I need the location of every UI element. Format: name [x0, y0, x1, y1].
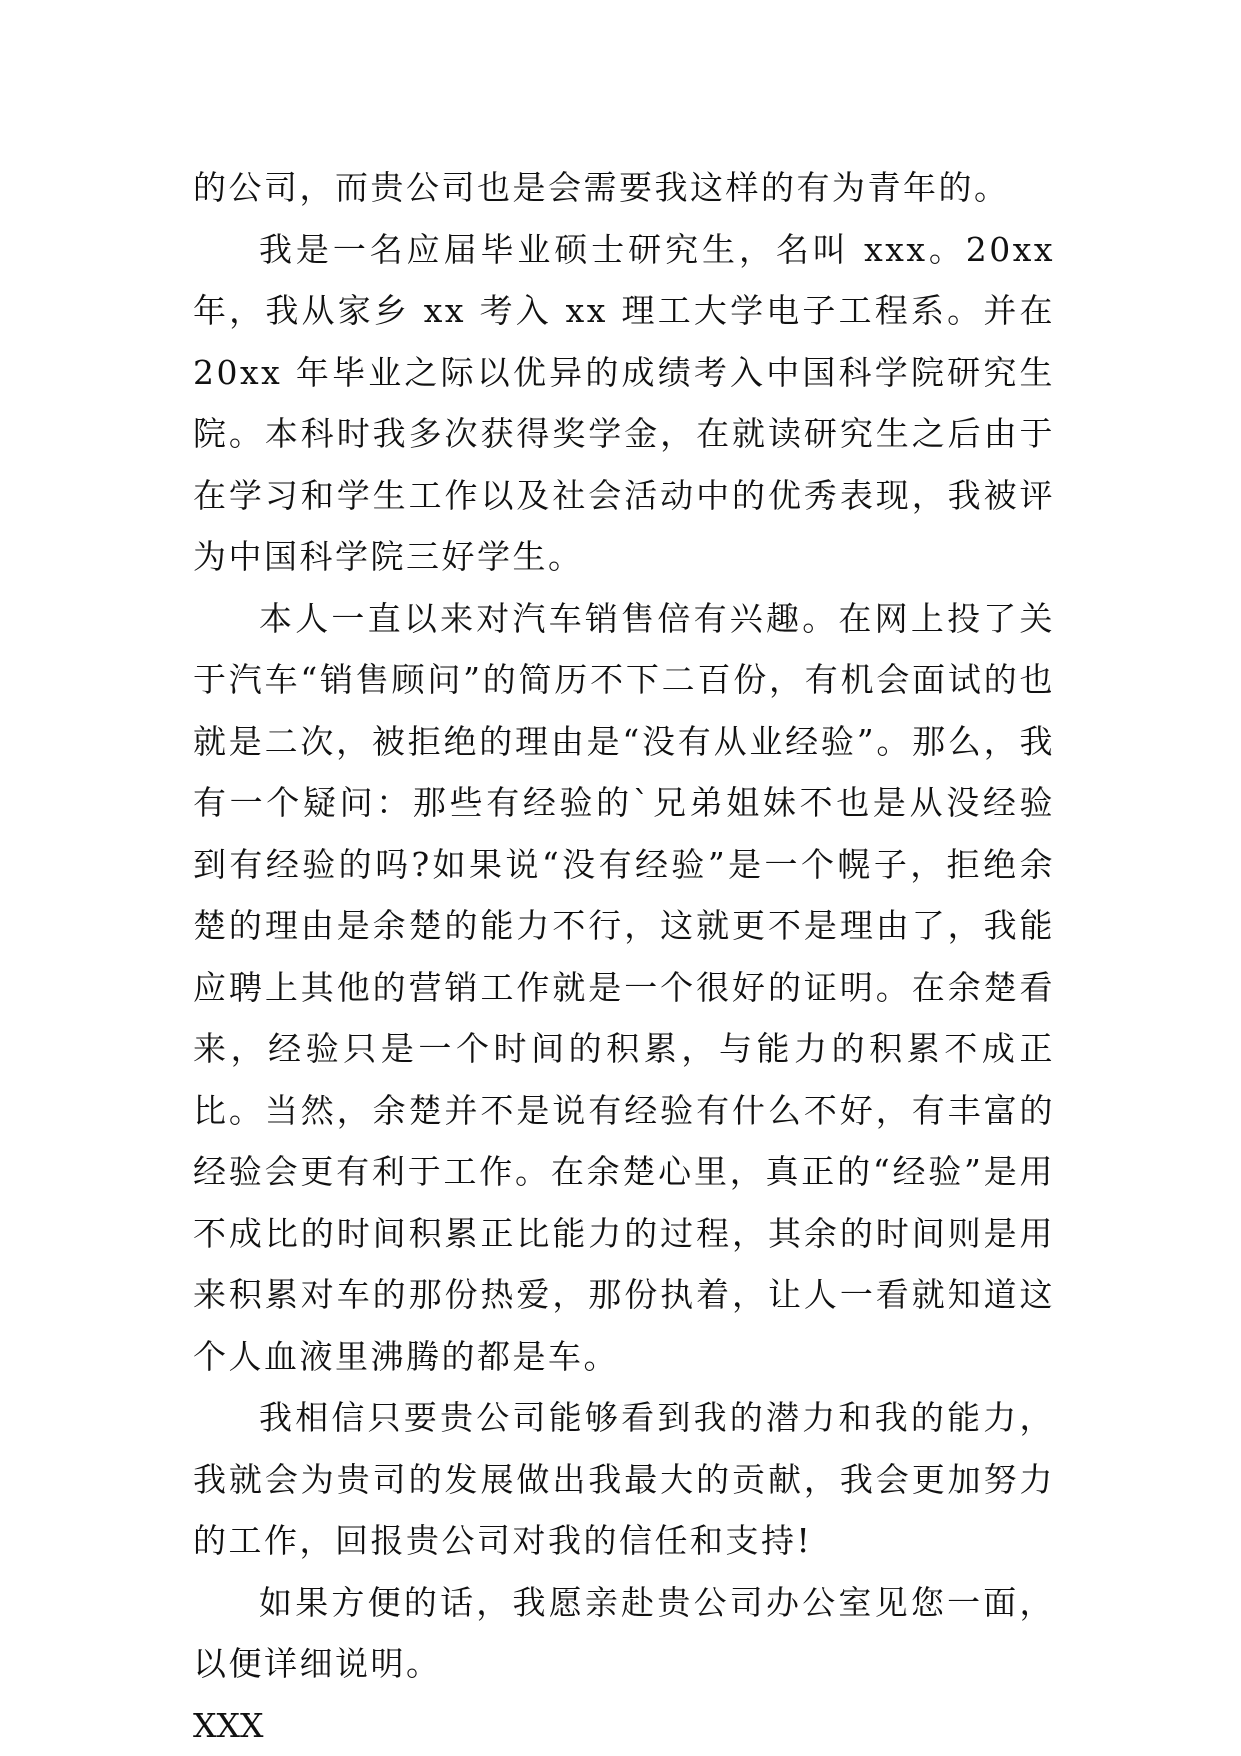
- paragraph-continuation: 的公司，而贵公司也是会需要我这样的有为青年的。: [193, 157, 1055, 219]
- paragraph-closing: 如果方便的话，我愿亲赴贵公司办公室见您一面，以便详细说明。: [193, 1572, 1055, 1695]
- paragraph-motivation: 本人一直以来对汽车销售倍有兴趣。在网上投了关于汽车“销售顾问”的简历不下二百份，有机会面试的也就是二次，被拒绝的理由是“没有从业经验”。那么，我有一个疑问：那些有经验的`兄弟姐妹不也是从没经验到有经验的吗?如果说“没有经验”是一个幌子，拒绝余楚的理由是余楚的能力不行，这就更不是理由了，我能应聘上其他的营销工作就是一个很好的证明。在余楚看来，经验只是一个时间的积累，与能力的积累不成正比。当然，余楚并不是说有经验有什么不好，有丰富的经验会更有利于工作。在余楚心里，真正的“经验”是用不成比的时间积累正比能力的过程，其余的时间则是用来积累对车的那份热爱，那份执着，让人一看就知道这个人血液里沸腾的都是车。: [193, 588, 1055, 1388]
- paragraph-introduction: 我是一名应届毕业硕士研究生，名叫 xxx。20xx 年，我从家乡 xx 考入 xx 理工大学电子工程系。并在 20xx 年毕业之际以优异的成绩考入中国科学院研究生院。本科时我多次获得奖学金，在就读研究生之后由于在学习和学生工作以及社会活动中的优秀表现，我被评为中国科学院三好学生。: [193, 219, 1055, 588]
- letter-body: [193, 157, 1055, 1756]
- paragraph-commitment: 我相信只要贵公司能够看到我的潜力和我的能力，我就会为贵司的发展做出我最大的贡献，我会更加努力的工作，回报贵公司对我的信任和支持!: [193, 1387, 1055, 1572]
- signature: XXX: [193, 1695, 1055, 1756]
